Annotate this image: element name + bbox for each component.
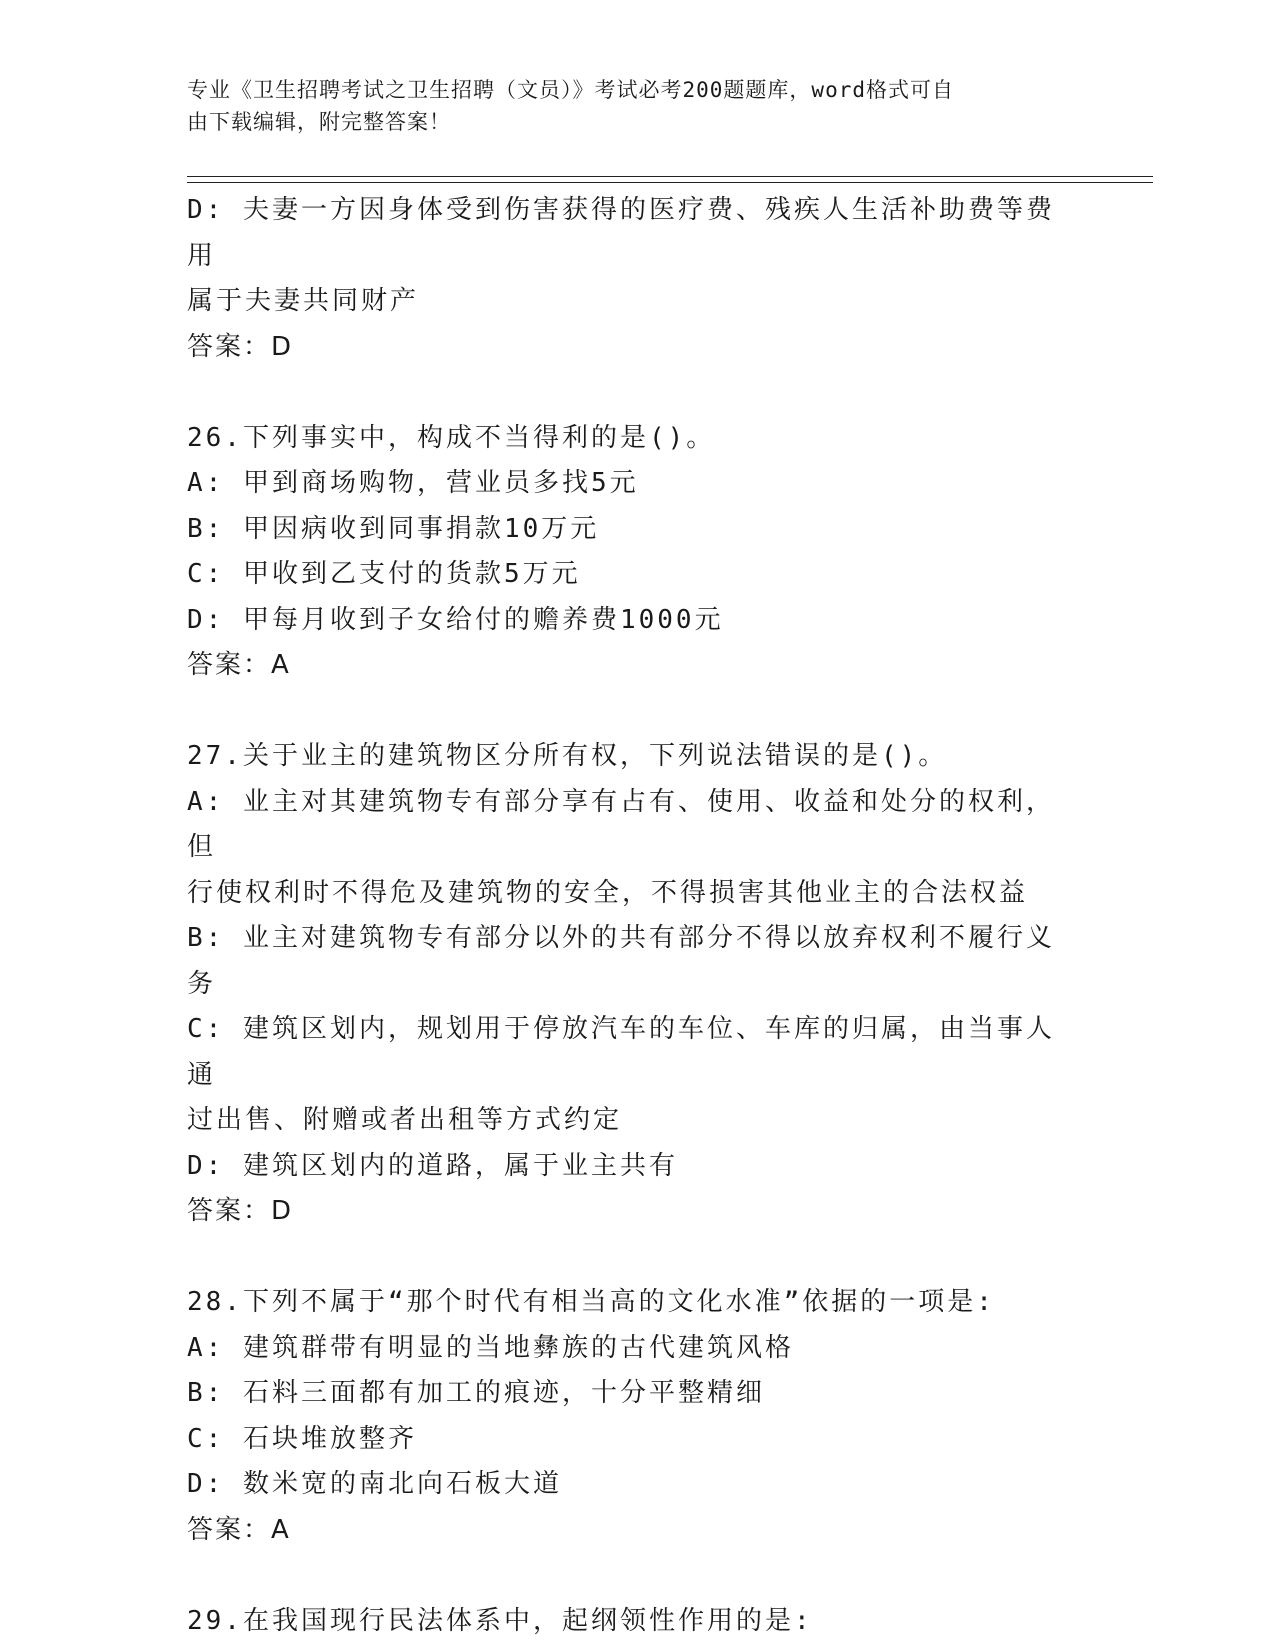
spacer (187, 1553, 1067, 1599)
page-header (187, 74, 1067, 138)
question-28 (187, 1280, 1067, 1553)
option-line: B: 甲因病收到同事捐款10万元 (187, 513, 600, 544)
answer-line: 答案：D (187, 1196, 294, 1226)
question-26 (187, 416, 1067, 689)
option-line: 过出售、附赠或者出租等方式约定 (187, 1105, 623, 1135)
question-stem: 27.关于业主的建筑物区分所有权，下列说法错误的是()。 (187, 741, 948, 771)
answer-line: 答案：A (187, 1514, 291, 1545)
option-line: 行使权利时不得危及建筑物的安全，不得损害其他业主的合法权益 (187, 877, 1029, 908)
option-line: D: 甲每月收到子女给付的赡养费1000元 (187, 604, 724, 635)
question-stem: 29.在我国现行民法体系中，起纲领性作用的是: (187, 1605, 813, 1636)
option-line: C: 石块堆放整齐 (187, 1423, 417, 1454)
option-line: A: 建筑群带有明显的当地彝族的古代建筑风格 (187, 1332, 794, 1363)
question-stem: 26.下列事实中，构成不当得利的是()。 (187, 422, 716, 453)
option-line: D: 建筑区划内的道路，属于业主共有 (187, 1150, 678, 1181)
question-content (187, 188, 1067, 1644)
option-line: D: 夫妻一方因身体受到伤害获得的医疗费、残疾人生活补助费等费用 (187, 195, 1055, 271)
question-29 (187, 1599, 1067, 1645)
carryover-block (187, 188, 1067, 370)
question-27 (187, 734, 1067, 1235)
option-line: A: 业主对其建筑物专有部分享有占有、使用、收益和处分的权利，但 (187, 786, 1055, 862)
spacer (187, 1235, 1067, 1281)
option-line: C: 甲收到乙支付的货款5万元 (187, 559, 581, 589)
header-line-1: 专业《卫生招聘考试之卫生招聘（文员）》考试必考200题题库，word格式可自 (187, 78, 954, 102)
header-rule-bottom (187, 182, 1153, 183)
header-line-2: 由下载编辑，附完整答案！ (187, 110, 451, 134)
question-stem: 28.下列不属于“那个时代有相当高的文化水准”依据的一项是: (187, 1287, 995, 1317)
option-line: B: 业主对建筑物专有部分以外的共有部分不得以放弃权利不履行义务 (187, 923, 1055, 999)
option-line: 属于夫妻共同财产 (187, 286, 420, 316)
header-rule-top (187, 176, 1153, 177)
spacer (187, 689, 1067, 735)
answer-line: 答案：A (187, 650, 291, 680)
option-line: A: 甲到商场购物，营业员多找5元 (187, 468, 639, 498)
answer-line: 答案：D (187, 331, 294, 362)
option-line: D: 数米宽的南北向石板大道 (187, 1469, 562, 1499)
option-line: B: 石料三面都有加工的痕迹，十分平整精细 (187, 1378, 765, 1408)
spacer (187, 370, 1067, 416)
option-line: C: 建筑区划内，规划用于停放汽车的车位、车库的归属，由当事人通 (187, 1014, 1055, 1090)
